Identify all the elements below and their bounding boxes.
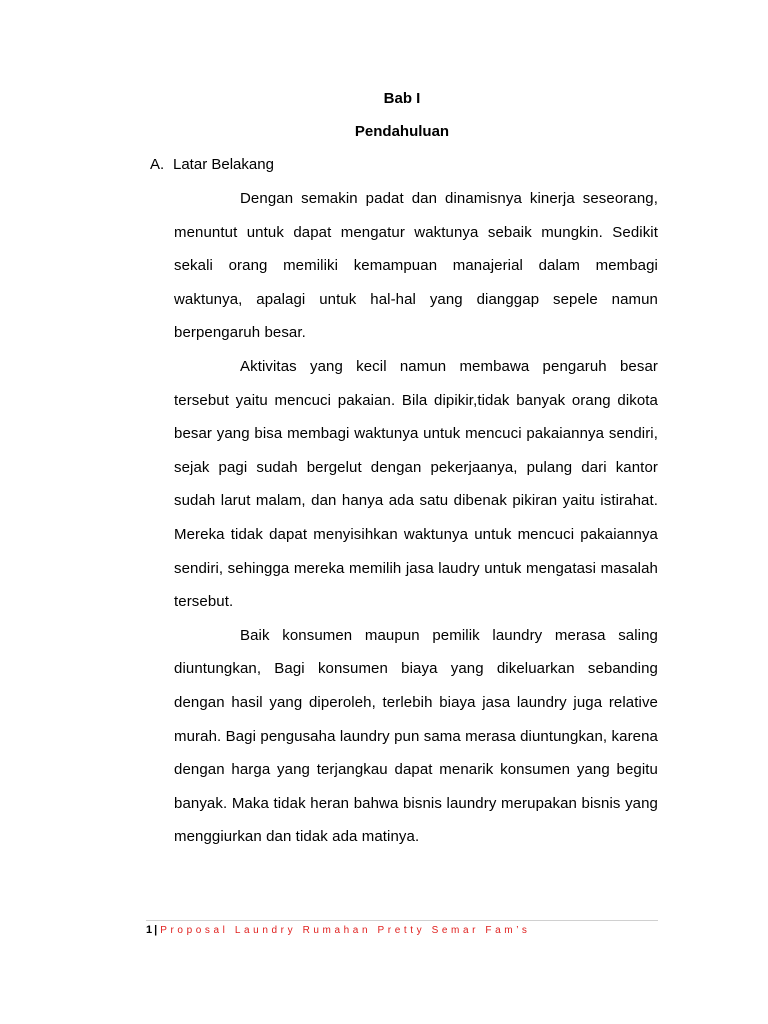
footer-divider — [146, 920, 658, 921]
paragraph-1: Dengan semakin padat dan dinamisnya kinerja seseorang, menuntut untuk dapat mengatur waktunya sebaik mungkin. Sedikit sekali orang memiliki kemampuan manajerial dalam membagi waktunya, apalagi untuk hal-hal yang dianggap sepele namun berpengaruh besar. — [174, 190, 658, 342]
section-title: Latar Belakang — [173, 156, 274, 173]
chapter-heading: Bab I — [383, 90, 421, 107]
chapter-title: Pendahuluan — [354, 123, 450, 140]
page-number: 1 — [146, 924, 153, 936]
section-letter: A. — [150, 156, 165, 173]
footer-separator: | — [154, 924, 158, 936]
body-text — [174, 182, 658, 854]
section-heading — [150, 156, 274, 174]
paragraph-3: Baik konsumen maupun pemilik laundry merasa saling diuntungkan, Bagi konsumen biaya yang dikeluarkan sebanding dengan hasil yang diperoleh, terlebih biaya jasa laundry juga relative murah. Bagi pengusaha laundry pun sama merasa diuntungkan, karena dengan harga yang terjangkau dapat menarik konsumen yang begitu banyak. Maka tidak heran bahwa bisnis laundry merupakan bisnis yang menggiurkan dan tidak ada matinya. — [174, 626, 658, 846]
paragraph-2: Aktivitas yang kecil namun membawa pengaruh besar tersebut yaitu mencuci pakaian. Bila dipikir,tidak banyak orang dikota besar yang bisa membagi waktunya untuk mencuci pakaiannya sendiri, sejak pagi sudah bergelut dengan pekerjaanya, pulang dari kantor sudah larut malam, dan hanya ada satu dibenak pikiran yaitu istirahat. Mereka tidak dapat menyisihkan waktunya untuk mencuci pakaiannya sendiri, sehingga mereka memilih jasa laudry untuk mengatasi masalah tersebut. — [174, 357, 658, 611]
page-footer — [146, 923, 530, 938]
footer-title: Proposal Laundry Rumahan Pretty Semar Fam’s — [160, 925, 531, 936]
